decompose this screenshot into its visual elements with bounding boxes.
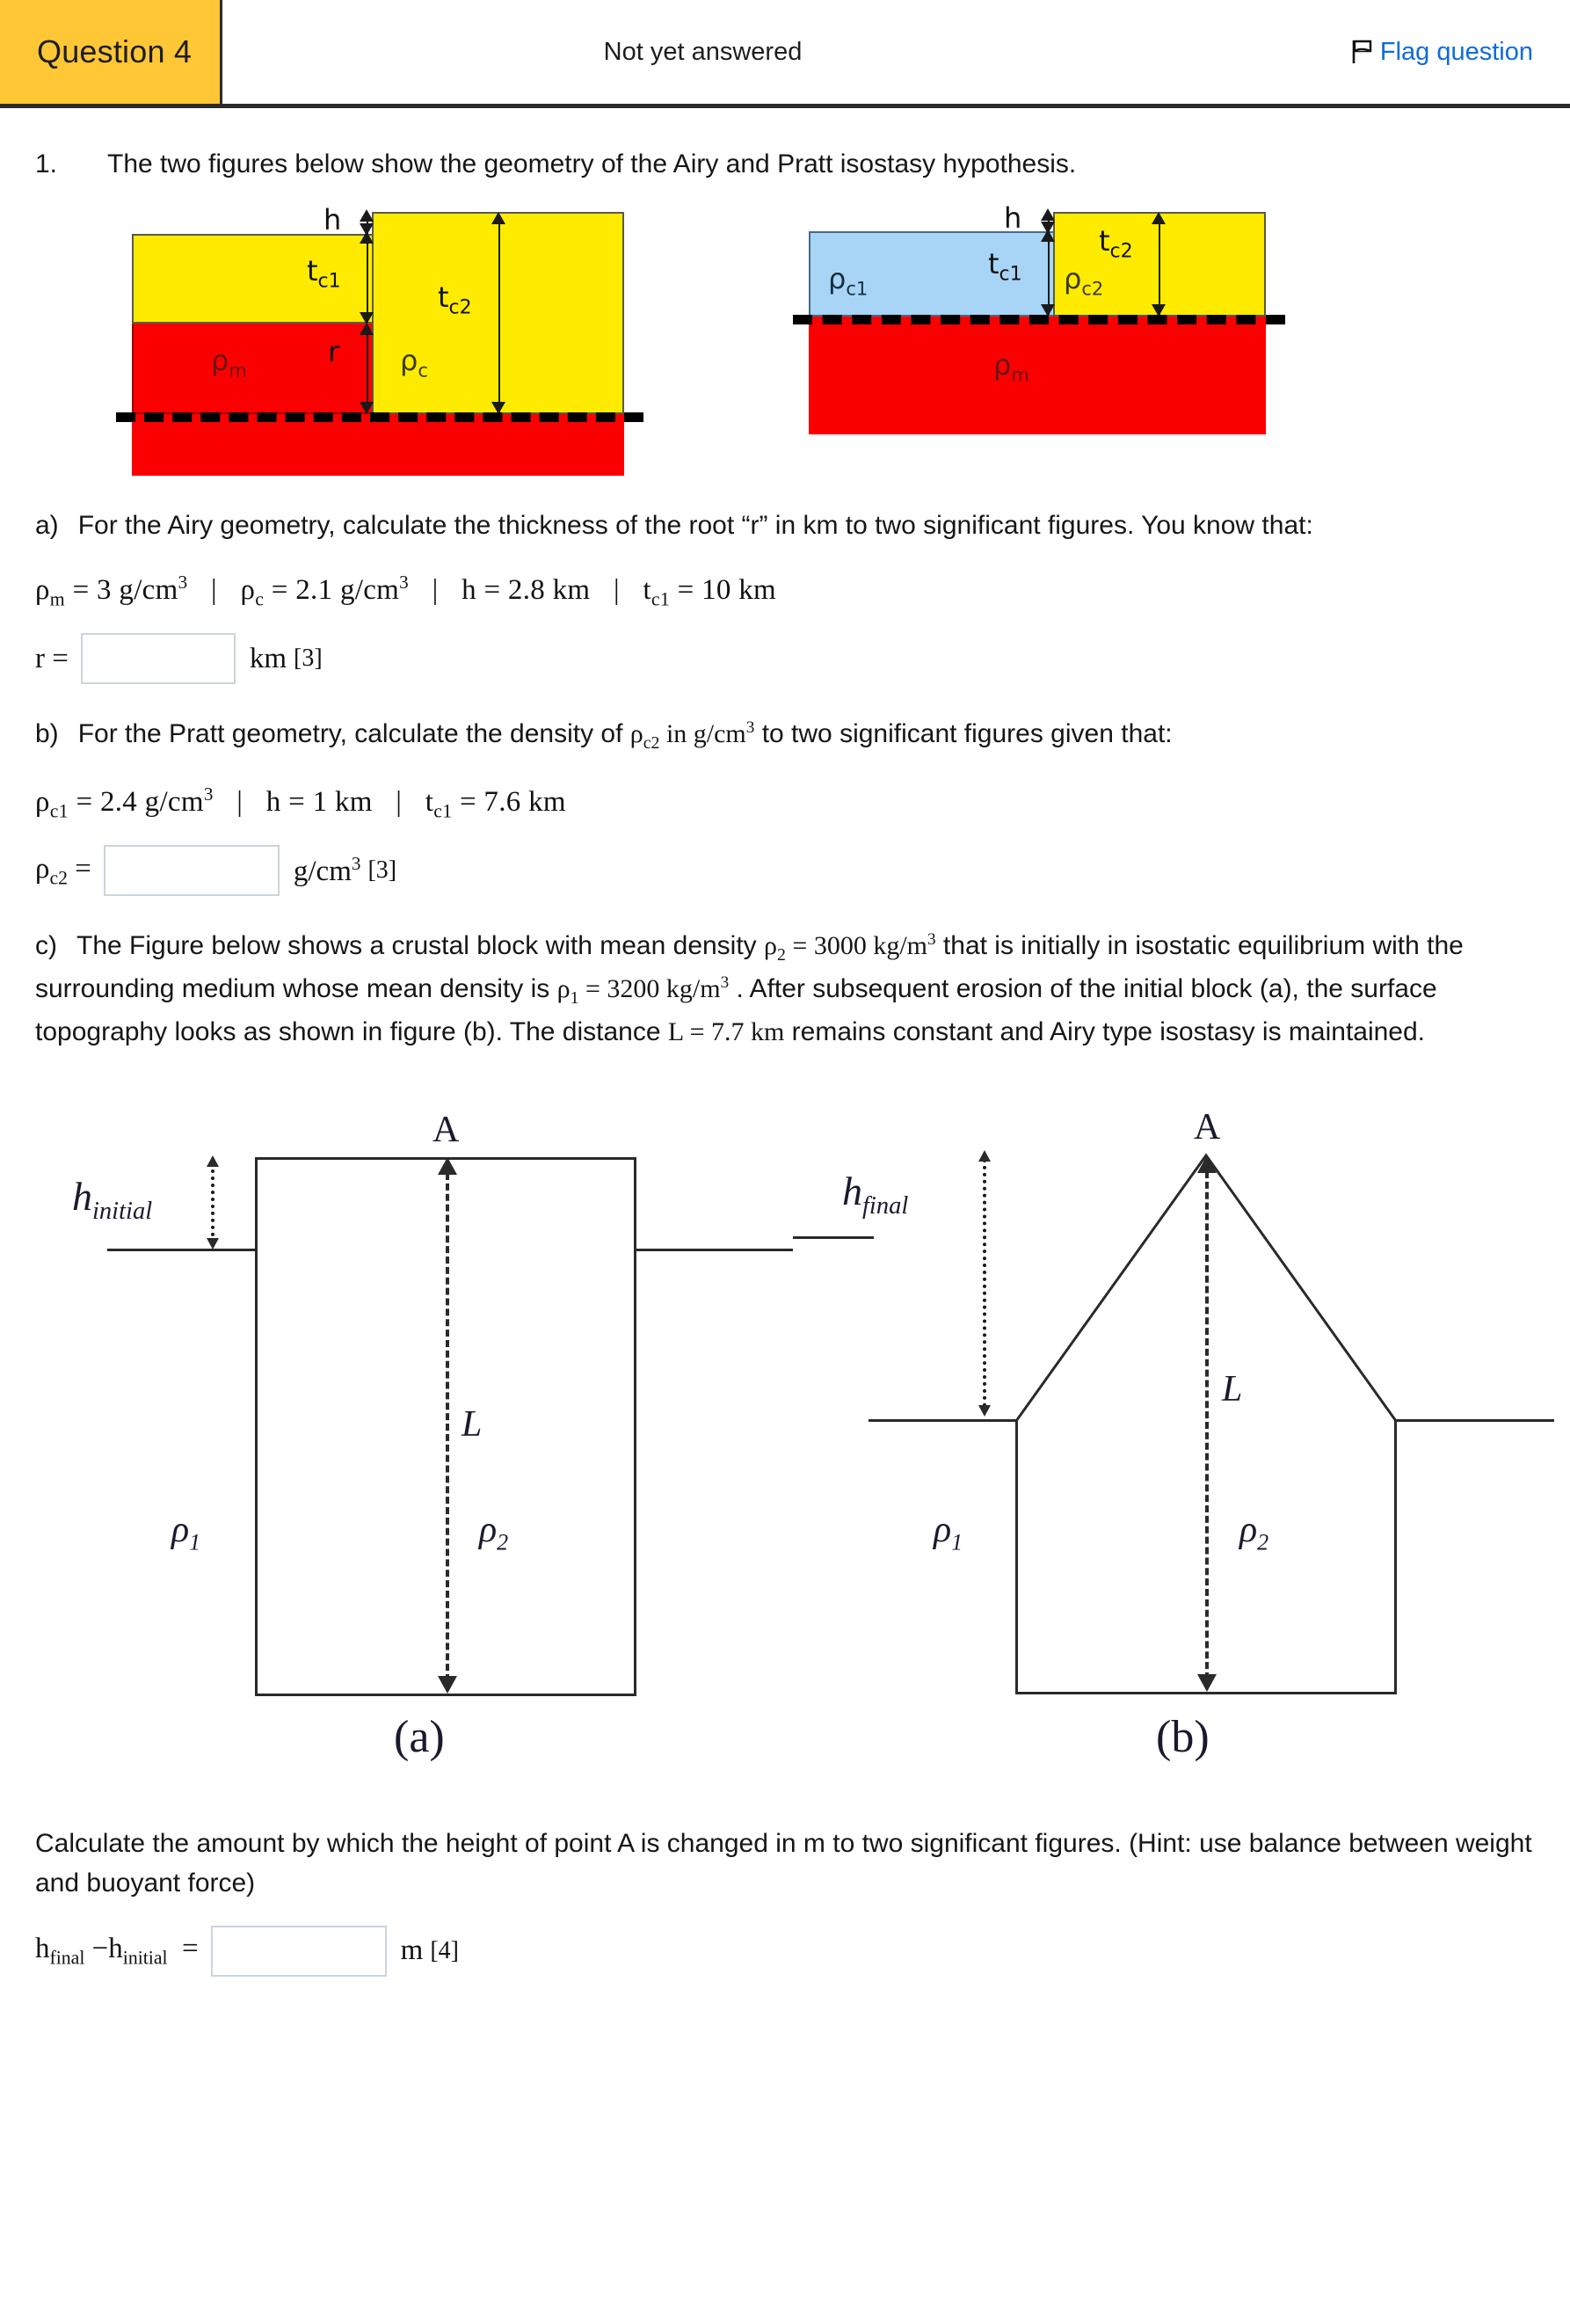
- diag-a-block-bottom: [255, 1694, 636, 1696]
- airy-tc1-label: $t_{c1}$: [307, 253, 341, 292]
- diag-b-L-label: L: [1222, 1368, 1243, 1410]
- part-a-answer-unit: km: [249, 642, 287, 674]
- part-b-given: [35, 783, 1535, 823]
- diag-a-h-arrowhead-up: [207, 1155, 219, 1167]
- final-answer-input[interactable]: [211, 1926, 387, 1977]
- diag-b-L-dashed-line: [1205, 1171, 1209, 1679]
- diag-a-h-initial-label: $h_{initial}$: [72, 1173, 153, 1225]
- diag-b-caption: (b): [1156, 1711, 1210, 1762]
- given-b-sep-2: |: [396, 785, 403, 818]
- diag-b-point-A-label: A: [1194, 1106, 1221, 1147]
- diag-a-block-left: [255, 1157, 258, 1696]
- diag-b-L-arrowhead-up: [1197, 1155, 1217, 1173]
- diag-a-block-right: [634, 1157, 636, 1696]
- part-c-label: c): [35, 931, 57, 961]
- diag-a-L-arrowhead-up: [438, 1157, 457, 1175]
- crustal-block-figures: [35, 1104, 1535, 1808]
- part-c-L: L = 7.7 km: [667, 1016, 785, 1046]
- part-a-text: For the Airy geometry, calculate the thickness of the root “r” in km to two significant figures. You know that:: [77, 510, 1313, 540]
- flag-question-label: Flag question: [1379, 37, 1533, 66]
- question-status-panel: [222, 0, 1183, 104]
- given-tc1: $t_{c1} = 10$ km: [643, 573, 776, 610]
- part-b-label: b): [35, 719, 59, 749]
- final-answer-unit: m: [400, 1934, 424, 1967]
- diag-b-block-bottom: [1015, 1692, 1397, 1694]
- airy-tc2-arrowhead-up: [491, 212, 505, 224]
- part-a-marks: [3]: [294, 645, 323, 673]
- pratt-tc1-arrowhead-down: [1041, 304, 1055, 317]
- final-instruction: Calculate the amount by which the height of point A is changed in m to two significant figures. (Hint: use balance between weight and buoyant force): [35, 1828, 1532, 1898]
- given-b-h: h = 1 km: [265, 785, 373, 818]
- airy-rho-c-label: $\rho_c$: [400, 343, 428, 381]
- pratt-tc1-arrowhead-up: [1041, 229, 1055, 242]
- airy-compensation-line: [116, 412, 643, 422]
- airy-h-label: h: [323, 202, 342, 237]
- question-number-label: Question 4: [37, 33, 193, 69]
- intro-text: The two figures below show the geometry of the Airy and Pratt isostasy hypothesis.: [107, 149, 1077, 178]
- pratt-rho-m-label: $\rho_m$: [993, 347, 1029, 385]
- diag-a-h-dotted-line: [211, 1162, 214, 1243]
- diag-a-surface-left: [107, 1249, 257, 1251]
- airy-r-arrow-line: [367, 326, 368, 412]
- given-rho-c1: $\rho_{c1} = 2.4$ $g/cm^3$: [35, 783, 214, 822]
- airy-tc2-arrow-line: [498, 215, 500, 412]
- diag-b-h-final-label: $h_{final}$: [842, 1168, 909, 1220]
- given-rho-c: $\rho_c = 2.1$ $g/cm^3$: [240, 571, 410, 610]
- given-sep-2: |: [432, 573, 439, 606]
- pratt-tc2-arrowhead-up: [1152, 212, 1166, 224]
- part-b-sup: 3: [745, 718, 755, 738]
- pratt-tc1-label: $t_{c1}$: [988, 246, 1022, 285]
- part-a-answer-prefix: r =: [35, 642, 69, 674]
- pratt-h-label: h: [1004, 200, 1022, 235]
- part-c-rho1: $\rho_1 = 3200$ $kg/m^3$: [556, 973, 730, 1009]
- diag-b-surface-left: [869, 1419, 1018, 1422]
- pratt-rho-c2-label: $\rho_{c2}$: [1064, 261, 1104, 299]
- part-b-text-before: For the Pratt geometry, calculate the density of: [77, 719, 630, 749]
- part-b-answer-unit: $g/cm^3$: [293, 853, 361, 888]
- airy-r-label: r: [328, 334, 340, 368]
- diag-b-block-left: [1015, 1419, 1018, 1694]
- question-number-panel: [0, 0, 222, 104]
- airy-rho-m-label: $\rho_m$: [211, 343, 247, 381]
- airy-r-arrowhead-up: [360, 323, 374, 335]
- part-b-answer-input[interactable]: [104, 845, 280, 896]
- diag-b-h-arrowhead-up: [978, 1150, 991, 1162]
- pratt-tc2-label: $t_{c2}$: [1099, 223, 1133, 262]
- part-a: [35, 506, 1535, 545]
- diag-a-point-A-label: A: [432, 1109, 460, 1150]
- airy-geometry-figure: [132, 202, 800, 476]
- diag-a-caption: (a): [394, 1711, 445, 1762]
- airy-h-arrowhead-up: [360, 209, 374, 222]
- pratt-rho-c1-label: $\rho_{c1}$: [828, 261, 869, 299]
- diag-a-h-arrowhead-down: [207, 1238, 219, 1249]
- pratt-tc1-arrow-line: [1048, 233, 1050, 315]
- given-rho-m: $\rho_m = 3$ $g/cm^3$: [35, 571, 188, 610]
- diag-a-L-arrowhead-down: [438, 1676, 457, 1694]
- diag-b-L-arrowhead-down: [1197, 1674, 1217, 1692]
- diag-a-L-dashed-line: [446, 1173, 449, 1681]
- final-answer-prefix: $h_{final} -h_{initial}$ =: [35, 1932, 199, 1969]
- part-a-given: [35, 572, 1535, 611]
- diag-b-surface-right: [1396, 1419, 1554, 1422]
- final-answer-row: [35, 1926, 1535, 1977]
- part-b-marks: [3]: [367, 856, 397, 885]
- diag-b-block-right: [1394, 1419, 1397, 1694]
- part-b-rho-c2: $\rho_{c2}$: [629, 719, 660, 754]
- diag-a-rho1-label: $\rho_1$: [171, 1509, 201, 1555]
- intro-line: [35, 145, 1535, 184]
- part-c-line1a: The Figure below shows a crustal block with mean density: [76, 931, 765, 961]
- part-c-line1b: that is initially in isostatic equilibrium with the surrounding medium whose mean density is: [35, 931, 1464, 1004]
- crustal-block-diagram-a: [72, 1104, 826, 1808]
- diag-a-surface-right: [635, 1249, 793, 1251]
- question-status-label: Not yet answered: [603, 37, 803, 66]
- question-header: [0, 0, 1570, 108]
- given-b-sep-1: |: [236, 785, 243, 818]
- airy-tc2-arrowhead-down: [491, 402, 505, 414]
- pratt-tc2-arrow-line: [1159, 215, 1160, 315]
- diag-b-h-dotted-line: [983, 1159, 986, 1414]
- part-c: [35, 926, 1535, 1051]
- diag-b-rho2-label: $\rho_2$: [1239, 1509, 1269, 1555]
- isostasy-figures: [35, 200, 1535, 476]
- diag-b-roof-shape: [826, 1104, 1565, 1720]
- given-sep-3: |: [613, 573, 620, 606]
- pratt-geometry-figure: [809, 200, 1512, 476]
- part-b-answer-prefix: $\rho_{c2}$ =: [35, 852, 91, 889]
- part-a-label: a): [35, 510, 59, 540]
- final-marks: [4]: [430, 1936, 459, 1964]
- question-body: [0, 145, 1570, 2029]
- pratt-tc2-arrowhead-down: [1152, 304, 1166, 317]
- diag-a-rho2-label: $\rho_2$: [479, 1509, 509, 1555]
- part-a-answer-row: [35, 633, 1535, 684]
- airy-r-arrowhead-down: [360, 402, 374, 414]
- part-b-text-after: to two significant figures given that:: [754, 719, 1173, 749]
- airy-tc2-label: $t_{c2}$: [438, 280, 472, 318]
- part-a-answer-input[interactable]: [81, 633, 236, 684]
- pratt-h-arrowhead-up: [1041, 208, 1055, 221]
- crustal-block-diagram-b: [826, 1104, 1565, 1808]
- part-c-line3: remains constant and Airy type isostasy is maintained.: [784, 1016, 1426, 1046]
- question-flag-panel: [1183, 0, 1570, 104]
- part-c-rho2: $\rho_2 = 3000$ $kg/m^3$: [764, 930, 936, 965]
- diag-b-h-arrowhead-down: [978, 1405, 991, 1417]
- given-h: h = 2.8 km: [462, 573, 591, 606]
- diag-a-L-label: L: [462, 1403, 483, 1445]
- given-b-tc1: $t_{c1} = 7.6$ km: [425, 785, 566, 822]
- part-c-line2: . After subsequent erosion of the initial block (a), the surface topography looks as shown in figure (b). The distance: [35, 974, 1437, 1046]
- flag-question-button[interactable]: [1351, 38, 1533, 67]
- pratt-mantle-block: [809, 316, 1266, 434]
- airy-tc1-arrow-line: [367, 235, 368, 323]
- flag-icon: [1351, 40, 1374, 64]
- part-b-answer-row: [35, 845, 1535, 896]
- diag-b-rho1-label: $\rho_1$: [934, 1509, 963, 1555]
- part-b-text-mid: in g/cm: [659, 719, 746, 749]
- diag-b-h-reference-line: [793, 1236, 874, 1239]
- part-b: [35, 714, 1535, 757]
- intro-number: 1.: [35, 149, 58, 178]
- given-sep-1: |: [211, 573, 217, 606]
- airy-tc1-arrowhead-up: [360, 231, 374, 244]
- pratt-compensation-line: [793, 315, 1285, 324]
